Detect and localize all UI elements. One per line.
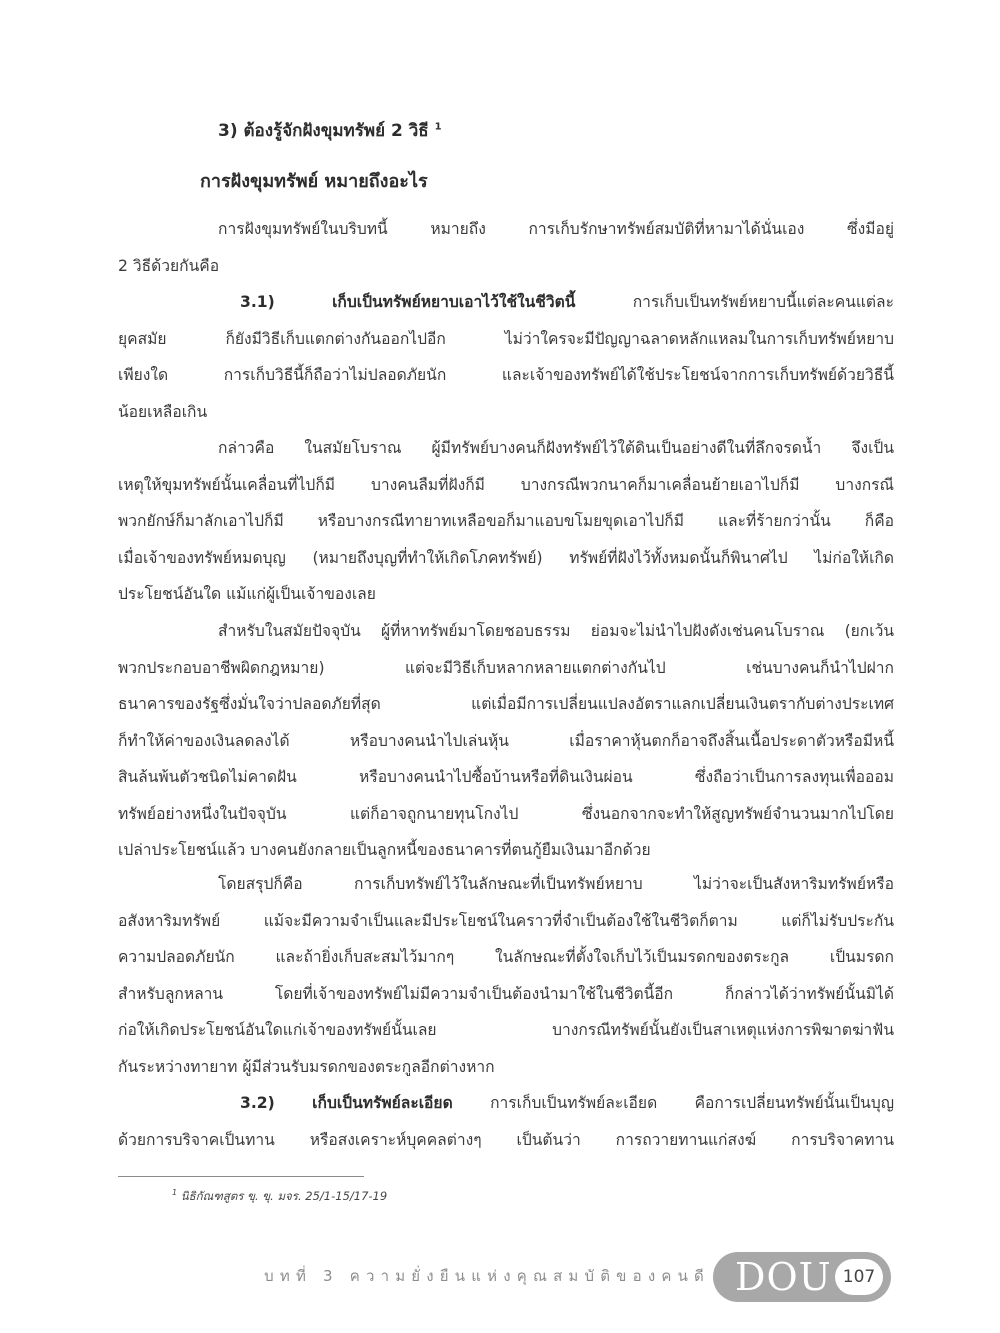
page-footer bbox=[0, 1248, 1000, 1308]
item-number: 3.1) bbox=[240, 293, 275, 311]
subsection-heading: การฝังขุมทรัพย์ หมายถึงอะไร bbox=[200, 171, 428, 192]
text-line: การฝังขุมทรัพย์ในบริบทนี้ หมายถึง การเก็บรักษาทรัพย์สมบัติที่หามาได้นั่นเอง ซึ่งมีอยู่ bbox=[218, 220, 894, 238]
publisher-badge bbox=[713, 1252, 891, 1302]
paragraph-intro bbox=[118, 211, 894, 284]
text-line: ยุคสมัย ก็ยังมีวิธีเก็บแตกต่างกันออกไปอีก ไม่ว่าใครจะมีปัญญาฉลาดหลักแหลมในการเก็บทรัพย์หยาบ bbox=[118, 329, 894, 348]
text-line: 2 วิธีด้วยกันคือ bbox=[118, 256, 220, 275]
text-line: ทรัพย์อย่างหนึ่งในปัจจุบัน แต่ก็อาจถูกนายทุนโกงไป ซึ่งนอกจากจะทำให้สูญทรัพย์จำนวนมากไปโดย bbox=[118, 804, 894, 823]
section-heading: 3) ต้องรู้จักฝังขุมทรัพย์ 2 วิธี $^1$ bbox=[218, 121, 442, 141]
item-title: เก็บเป็นทรัพย์หยาบเอาไว้ใช้ในชีวิตนี้ bbox=[332, 293, 576, 311]
text-line: ความปลอดภัยนัก และถ้ายิ่งเก็บสะสมไว้มากๆ ในลักษณะที่ตั้งใจเก็บไว้เป็นมรดกของตระกูล เป็นมรดก bbox=[118, 948, 894, 966]
text-line: 3.2) เก็บเป็นทรัพย์ละเอียด การเก็บเป็นทรัพย์ละเอียด คือการเปลี่ยนทรัพย์นั้นเป็นบุญ bbox=[240, 1094, 894, 1112]
text-line: เปล่าประโยชน์แล้ว บางคนยังกลายเป็นลูกหนี้ของธนาคารที่ตนกู้ยืมเงินมาอีกด้วย bbox=[118, 841, 651, 859]
text-line: สินล้นพ้นตัวชนิดไม่คาดฝัน หรือบางคนนำไปซื้อบ้านหรือที่ดินเงินผ่อน ซึ่งถือว่าเป็นการลงทุนเพื่อออม bbox=[118, 768, 894, 786]
footnote-number: 1 bbox=[172, 1188, 178, 1198]
text-line: น้อยเหลือเกิน bbox=[118, 402, 208, 421]
item-title: เก็บเป็นทรัพย์ละเอียด bbox=[312, 1094, 453, 1112]
text-line: ก็ทำให้ค่าของเงินลดลงได้ หรือบางคนนำไปเล่นหุ้น เมื่อราคาหุ้นตกก็อาจถึงสิ้นเนื้อประดาตัวหรือมีหนี้ bbox=[118, 731, 894, 750]
text-line: กล่าวคือ ในสมัยโบราณ ผู้มีทรัพย์บางคนก็ฝังทรัพย์ไว้ใต้ดินเป็นอย่างดีในที่ลึกจรดน้ำ จึงเป็น bbox=[218, 439, 894, 457]
item-number: 3.2) bbox=[240, 1094, 275, 1112]
text-line: สำหรับในสมัยปัจจุบัน ผู้ที่หาทรัพย์มาโดยชอบธรรม ย่อมจะไม่นำไปฝังดังเช่นคนโบราณ (ยกเว้น bbox=[218, 622, 894, 640]
text-line: โดยสรุปก็คือ การเก็บทรัพย์ไว้ในลักษณะที่เป็นทรัพย์หยาบ ไม่ว่าจะเป็นสังหาริมทรัพย์หรือ bbox=[218, 875, 894, 893]
footnote-marker: 1 bbox=[434, 121, 442, 133]
page-number: 107 bbox=[835, 1259, 883, 1295]
paragraph-summary bbox=[118, 866, 894, 1085]
text-line: สำหรับลูกหลาน โดยที่เจ้าของทรัพย์ไม่มีความจำเป็นต้องนำมาใช้ในชีวิตนี้อีก ก็กล่าวได้ว่าทรัพย์นั้นมิได้ bbox=[118, 984, 894, 1003]
text-line: ด้วยการบริจาคเป็นทาน หรือสงเคราะห์บุคคลต่างๆ เป็นต้นว่า การถวายทานแก่สงฆ์ การบริจาคทาน bbox=[118, 1130, 894, 1149]
text-line: เมื่อเจ้าของทรัพย์หมดบุญ (หมายถึงบุญที่ทำให้เกิดโภคทรัพย์) ทรัพย์ที่ฝังไว้ทั้งหมดนั้นก็พินาศไป ไม่ก่อให้เกิด bbox=[118, 548, 894, 567]
paragraph-3-1 bbox=[118, 284, 894, 430]
dou-logo: DOU bbox=[735, 1255, 832, 1299]
text-line: ประโยชน์อันใด แม้แก่ผู้เป็นเจ้าของเลย bbox=[118, 585, 376, 603]
paragraph-ancient bbox=[118, 430, 894, 613]
text-line: ธนาคารของรัฐซึ่งมั่นใจว่าปลอดภัยที่สุด แต่เมื่อมีการเปลี่ยนแปลงอัตราแลกเปลี่ยนเงินตรากับต่างประเทศ bbox=[118, 695, 894, 713]
paragraph-3-2 bbox=[118, 1085, 894, 1158]
text-line: เหตุให้ขุมทรัพย์นั้นเคลื่อนที่ไปก็มี บางคนลืมที่ฝังก็มี บางกรณีพวกนาคก็มาเคลื่อนย้ายเอาไปก็มี บางกรณี bbox=[118, 475, 894, 494]
footnote bbox=[172, 1188, 387, 1206]
text-line: พวกประกอบอาชีพผิดกฎหมาย) แต่จะมีวิธีเก็บหลากหลายแตกต่างกันไป เช่นบางคนก็นำไปฝาก bbox=[118, 658, 894, 677]
chapter-title: บทที่ 3 ความยั่งยืนแห่งคุณสมบัติของคนดี bbox=[264, 1267, 710, 1285]
text-line: อสังหาริมทรัพย์ แม้จะมีความจำเป็นและมีประโยชน์ในคราวที่จำเป็นต้องใช้ในชีวิตก็ตาม แต่ก็ไม่รับประกัน bbox=[118, 911, 894, 930]
paragraph-modern bbox=[118, 613, 894, 869]
text-line: กันระหว่างทายาท ผู้มีส่วนรับมรดกของตระกูลอีกต่างหาก bbox=[118, 1057, 495, 1076]
text-line: เพียงใด การเก็บวิธีนี้ก็ถือว่าไม่ปลอดภัยนัก และเจ้าของทรัพย์ได้ใช้ประโยชน์จากการเก็บทรัพย์ด้วยวิธีนี้ bbox=[118, 366, 894, 384]
text-line: ก่อให้เกิดประโยชน์อันใดแก่เจ้าของทรัพย์นั้นเลย บางกรณีทรัพย์นั้นยังเป็นสาเหตุแห่งการพิฆาตฆ่าฟัน bbox=[118, 1021, 894, 1039]
footnote-text: นิธิกัณฑสูตร ขุ. ขุ. มจร. 25/1-15/17-19 bbox=[180, 1189, 388, 1203]
text-line: พวกยักษ์ก็มาลักเอาไปก็มี หรือบางกรณีทายาทเหลือขอก็มาแอบขโมยขุดเอาไปก็มี และที่ร้ายกว่านั้น ก็คือ bbox=[118, 512, 894, 530]
footnote-divider bbox=[118, 1176, 364, 1177]
text-line: 3.1) เก็บเป็นทรัพย์หยาบเอาไว้ใช้ในชีวิตนี้ การเก็บเป็นทรัพย์หยาบนี้แต่ละคนแต่ละ bbox=[240, 293, 894, 311]
